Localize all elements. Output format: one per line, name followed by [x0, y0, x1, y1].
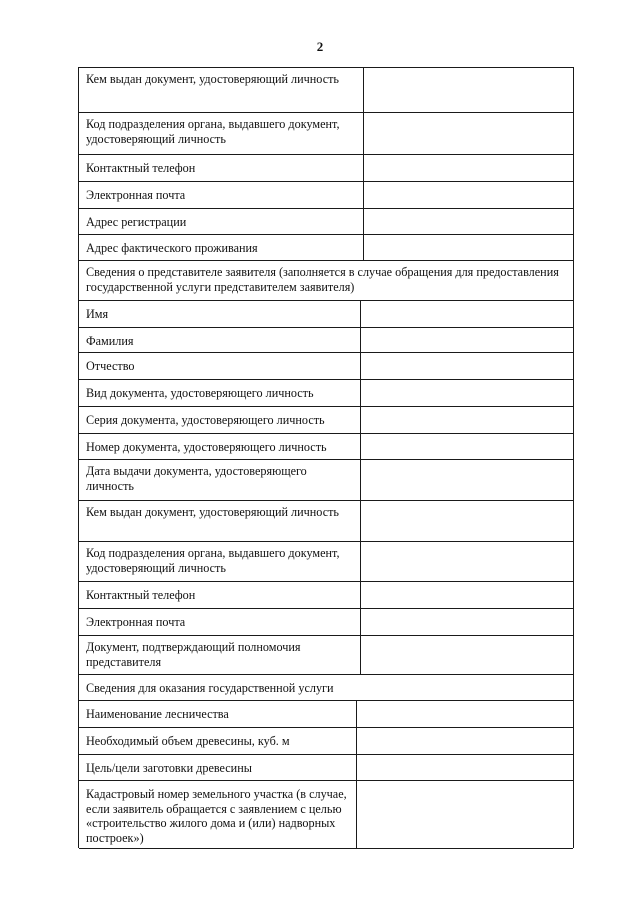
- table-row: [79, 380, 573, 407]
- row-label: Отчество: [79, 353, 361, 379]
- row-label: Адрес фактического проживания: [79, 235, 364, 260]
- row-label: Дата выдачи документа, удостоверяющего личность: [79, 460, 361, 500]
- row-label: Документ, подтверждающий полномочия представителя: [79, 636, 361, 674]
- table-row: [79, 755, 573, 781]
- table-row: [79, 460, 573, 501]
- table-row: [79, 609, 573, 636]
- table-row: [79, 501, 573, 542]
- row-value-cell[interactable]: [361, 582, 573, 608]
- row-value-cell[interactable]: [357, 701, 573, 727]
- table-row: [79, 781, 573, 849]
- row-label: Адрес регистрации: [79, 209, 364, 234]
- row-label: Контактный телефон: [79, 582, 361, 608]
- row-label: Серия документа, удостоверяющего личность: [79, 407, 361, 433]
- table-row: [79, 582, 573, 609]
- table-row: [79, 636, 573, 675]
- row-label: Кем выдан документ, удостоверяющий личность: [79, 501, 361, 541]
- table-row: [79, 328, 573, 353]
- row-label: Кадастровый номер земельного участка (в случае, если заявитель обращается с заявлением с целью «строительство жилого дома и (или) надворных построек»): [79, 781, 357, 848]
- row-label: Код подразделения органа, выдавшего документ, удостоверяющий личность: [79, 113, 364, 154]
- row-label: Вид документа, удостоверяющего личность: [79, 380, 361, 406]
- row-value-cell[interactable]: [361, 636, 573, 674]
- table-row: [79, 701, 573, 728]
- row-value-cell[interactable]: [361, 301, 573, 327]
- table-row: [79, 235, 573, 261]
- table-row: [79, 434, 573, 460]
- section-header-service: [79, 675, 573, 701]
- row-label: Код подразделения органа, выдавшего документ, удостоверяющий личность: [79, 542, 361, 581]
- page-number: 2: [316, 39, 324, 54]
- table-row: [79, 542, 573, 582]
- row-label: Контактный телефон: [79, 155, 364, 181]
- row-value-cell[interactable]: [361, 380, 573, 406]
- row-value-cell[interactable]: [364, 155, 573, 181]
- section-header-representative: [79, 261, 573, 301]
- row-label: Наименование лесничества: [79, 701, 357, 727]
- row-value-cell[interactable]: [361, 609, 573, 635]
- row-label: Номер документа, удостоверяющего личность: [79, 434, 361, 459]
- row-label: Имя: [79, 301, 361, 327]
- row-value-cell[interactable]: [361, 501, 573, 541]
- row-value-cell[interactable]: [361, 460, 573, 500]
- row-value-cell[interactable]: [357, 728, 573, 754]
- table-row: [79, 728, 573, 755]
- row-value-cell[interactable]: [364, 113, 573, 154]
- table-row: [79, 68, 573, 113]
- row-label: Необходимый объем древесины, куб. м: [79, 728, 357, 754]
- row-value-cell[interactable]: [364, 235, 573, 260]
- application-form-table: [78, 67, 574, 848]
- row-value-cell[interactable]: [357, 755, 573, 780]
- table-row: [79, 155, 573, 182]
- row-value-cell[interactable]: [361, 328, 573, 352]
- row-value-cell[interactable]: [361, 434, 573, 459]
- row-value-cell[interactable]: [361, 353, 573, 379]
- row-label: Кем выдан документ, удостоверяющий личность: [79, 68, 364, 112]
- row-value-cell[interactable]: [364, 182, 573, 208]
- table-row: [79, 353, 573, 380]
- row-value-cell[interactable]: [361, 407, 573, 433]
- table-row: [79, 209, 573, 235]
- table-row: [79, 182, 573, 209]
- section-header-label: Сведения для оказания государственной услуги: [86, 681, 334, 695]
- table-row: [79, 301, 573, 328]
- table-row: [79, 113, 573, 155]
- row-label: Электронная почта: [79, 609, 361, 635]
- row-label: Электронная почта: [79, 182, 364, 208]
- row-value-cell[interactable]: [364, 68, 573, 112]
- section-header-label: Сведения о представителе заявителя (заполняется в случае обращения для предоставления государственной услуги представителем заявителя): [86, 265, 559, 294]
- row-value-cell[interactable]: [357, 781, 573, 848]
- row-value-cell[interactable]: [361, 542, 573, 581]
- row-value-cell[interactable]: [364, 209, 573, 234]
- row-label: Цель/цели заготовки древесины: [79, 755, 357, 780]
- row-label: Фамилия: [79, 328, 361, 352]
- table-row: [79, 407, 573, 434]
